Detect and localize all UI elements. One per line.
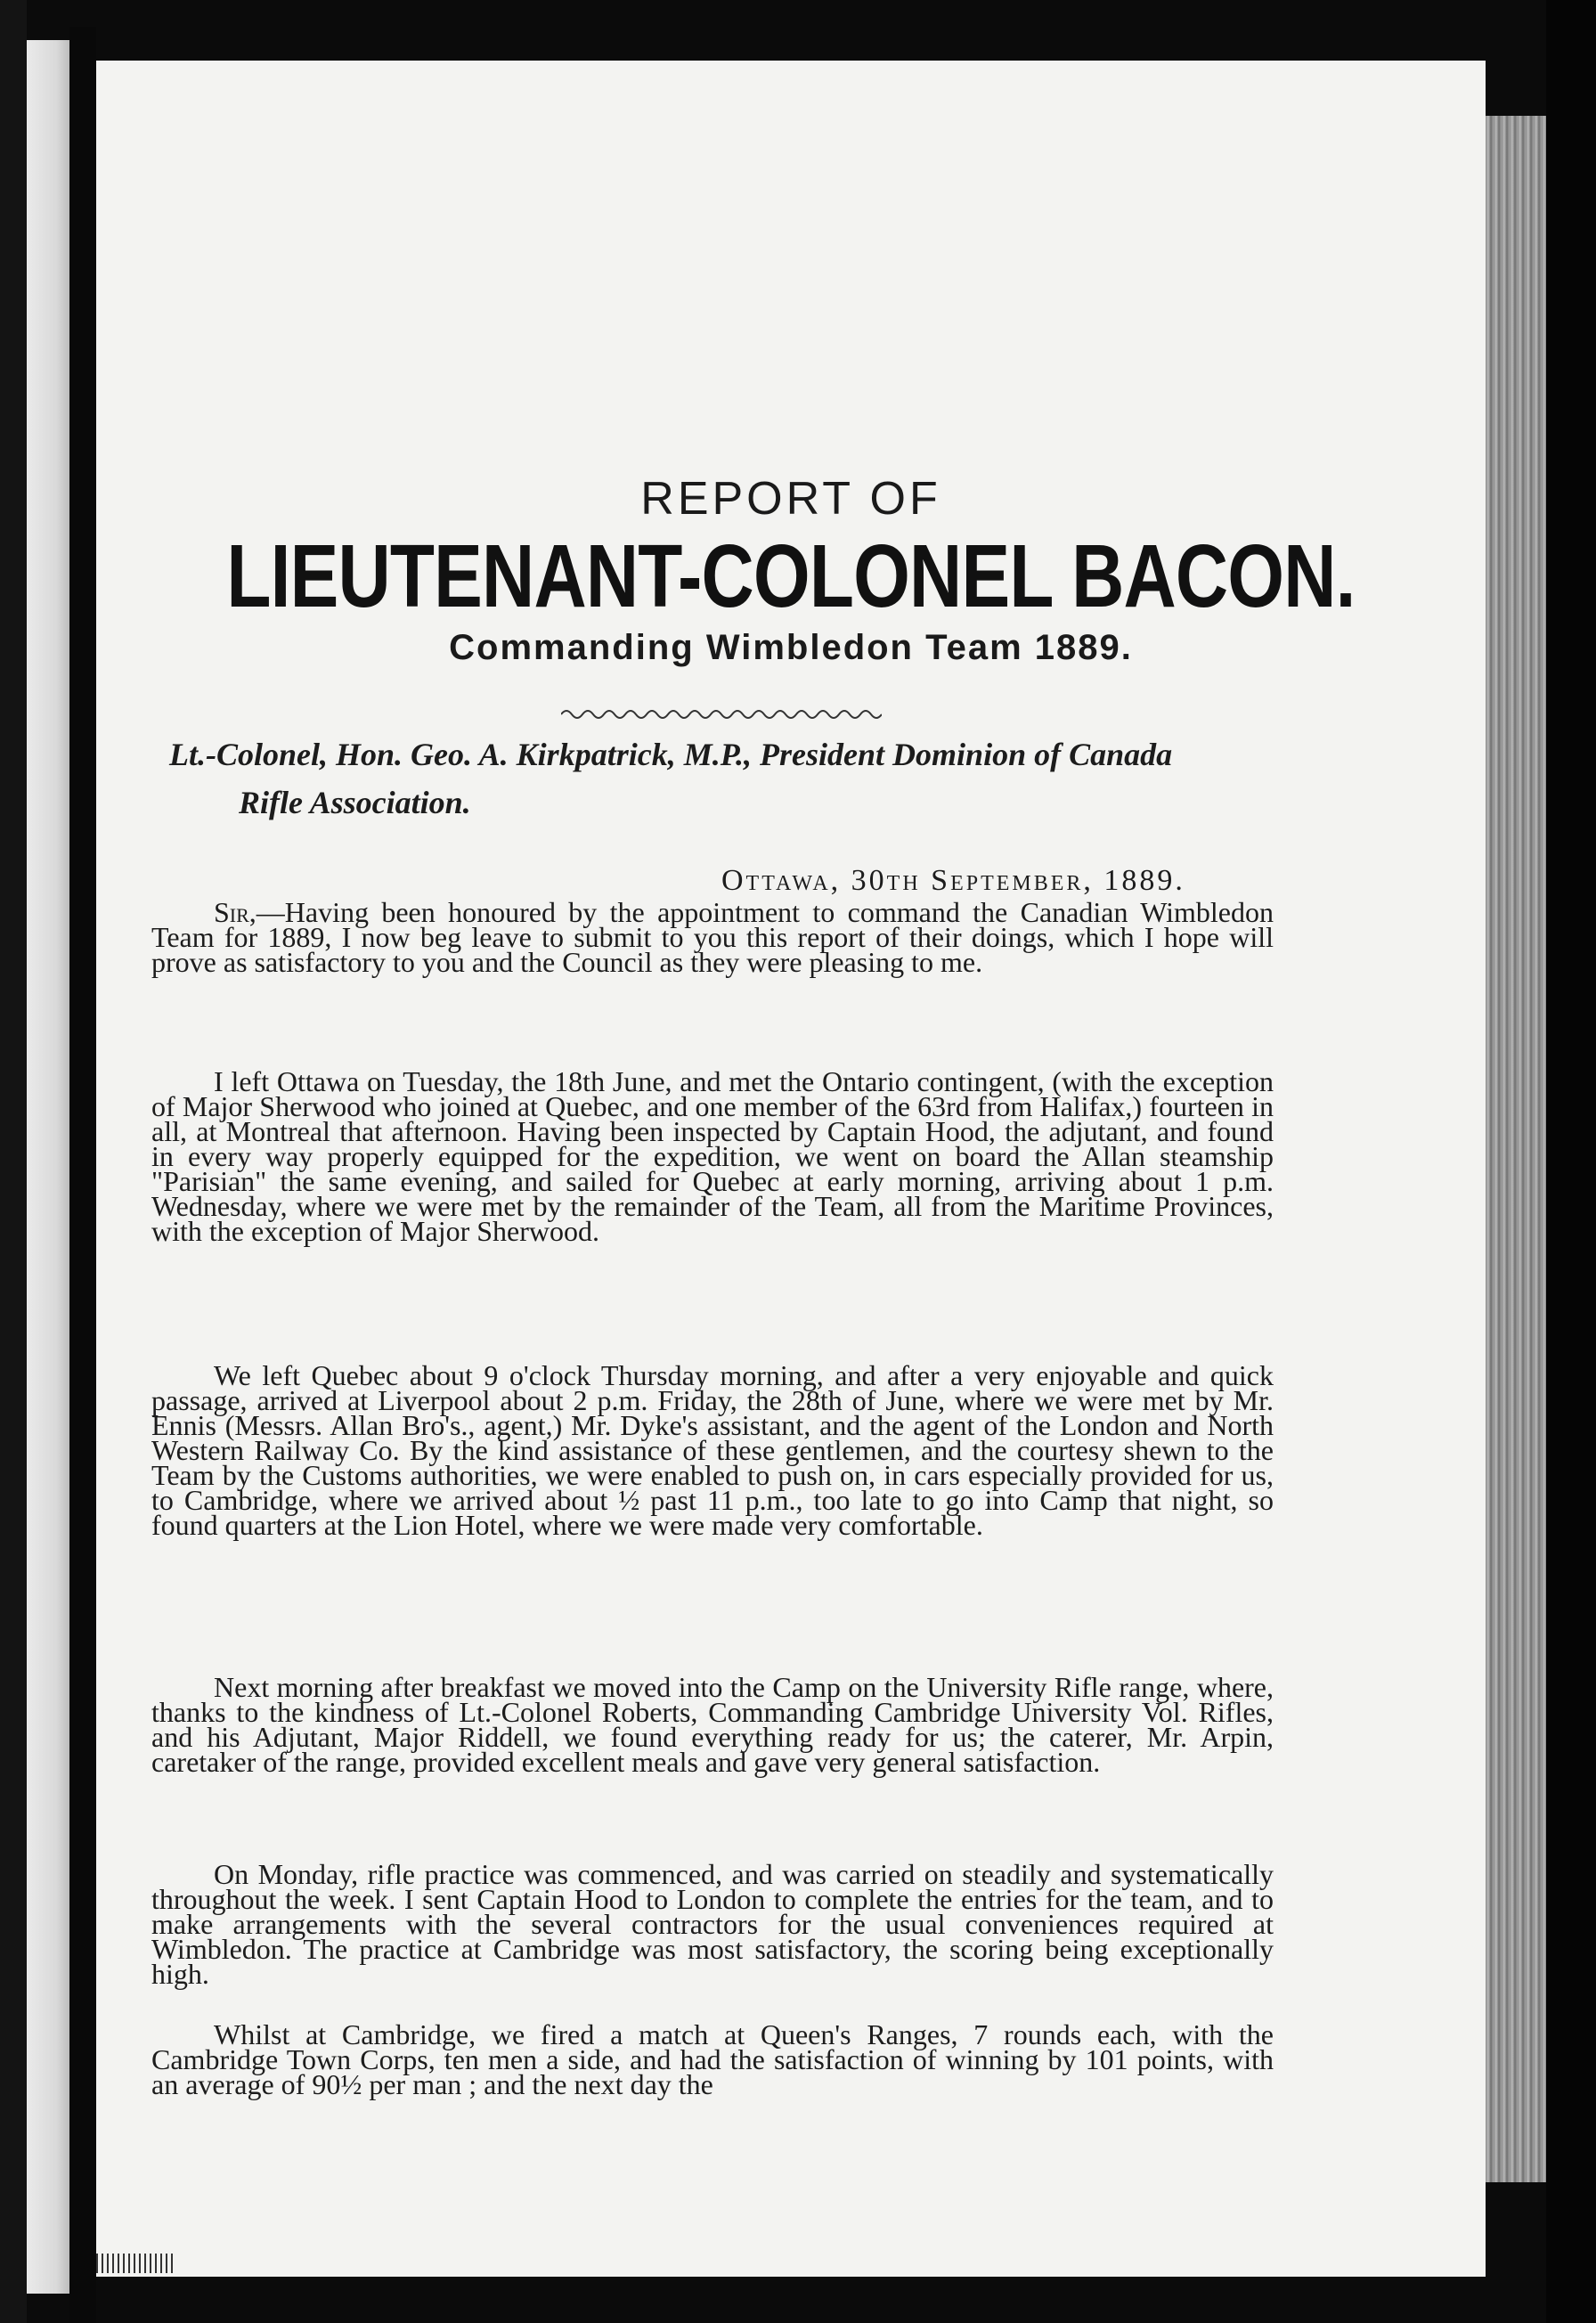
paragraph-1 xyxy=(151,896,1274,978)
wavy-rule-ornament xyxy=(561,704,882,725)
paragraph-2-text: I left Ottawa on Tuesday, the 18th June, and met the Ontario contingent, (with the exception of Major Sherwood who joined at Quebec, and one member of the 63rd from Halifax,) fourteen in all, at Montreal that afternoon. Having been inspected by Captain Hood, the adjutant, and found in every way properly equipped for the expedition, we went on board the Allan steamship "Parisian" the same evening, and sailed for Quebec at early morning, arriving about 1 p.m. Wednesday, where we were met by the remainder of the Team, all from the Maritime Provinces, with the exception of Major Sherwood. xyxy=(151,1065,1274,1247)
scan-left-edge xyxy=(0,0,27,2323)
paragraph-6-text: Whilst at Cambridge, we fired a match at Queen's Ranges, 7 rounds each, with the Cambridge Town Corps, ten men a side, and had the satisfaction of winning by 101 points, with an average of 90½ per man ; and the next day the xyxy=(151,2018,1274,2100)
dateline: Ottawa, 30th September, 1889. xyxy=(721,864,1185,897)
scan-right-edge xyxy=(1546,0,1596,2323)
paragraph-3-text: We left Quebec about 9 o'clock Thursday morning, and after a very enjoyable and quick passage, arrived at Liverpool about 2 p.m. Friday, the 28th of June, where we were met by Mr. Ennis (Messrs. Allan Bro's., agent,) Mr. Dyke's assistant, and the agent of the London and North Western Railway Co. By the kind assistance of these gentlemen, and the courtesy shewn to the Team by the Customs authorities, we were enabled to push on, in cars especially provided for us, to Cambridge, where we arrived about ½ past 11 p.m., too late to go into Camp that night, so found quarters at the Lion Hotel, where we were made very comfortable. xyxy=(151,1359,1274,1541)
report-of-heading: REPORT OF xyxy=(640,473,941,525)
paragraph-4 xyxy=(151,1671,1274,1778)
page-subtitle: Commanding Wimbledon Team 1889. xyxy=(449,628,1133,667)
paragraph-3 xyxy=(151,1359,1274,1541)
salutation: Sir, xyxy=(214,896,256,928)
previous-page-edge xyxy=(27,40,69,2294)
addressee-line-2: Rifle Association. xyxy=(239,785,471,820)
page-title: LIEUTENANT-COLONEL BACON. xyxy=(226,526,1356,626)
paragraph-2 xyxy=(151,1065,1274,1247)
paragraph-5-text: On Monday, rifle practice was commenced, and was carried on steadily and systematically throughout the week. I sent Captain Hood to London to complete the entries for the team, and to make arrangements with the several contractors for the usual conveniences required at Wimbledon. The practice at Cambridge was most satisfactory, the scoring being exceptionally high. xyxy=(151,1858,1274,1990)
paragraph-5 xyxy=(151,1858,1274,1990)
paragraph-4-text: Next morning after breakfast we moved into the Camp on the University Rifle range, where, thanks to the kindness of Lt.-Colonel Roberts, Commanding Cambridge University Vol. Rifles, and his Adjutant, Major Riddell, we found everything ready for us; the caterer, Mr. Arpin, caretaker of the range, provided excellent meals and gave very general satisfaction. xyxy=(151,1671,1274,1778)
paragraph-6 xyxy=(151,2018,1274,2100)
addressee-line-1: Lt.-Colonel, Hon. Geo. A. Kirkpatrick, M.P., President Dominion of Canada xyxy=(169,737,1173,772)
addressee-block xyxy=(169,730,1318,827)
page-stack-edge xyxy=(1486,116,1546,2182)
paragraph-1-text: —Having been honoured by the appointment to command the Canadian Wimbledon Team for 1889, I now beg leave to submit to you this report of their doings, which I hope will prove as satisfactory to you and the Council as they were pleasing to me. xyxy=(151,896,1274,978)
book-gutter xyxy=(69,27,96,2323)
scan-ruler-marks xyxy=(96,2254,176,2273)
